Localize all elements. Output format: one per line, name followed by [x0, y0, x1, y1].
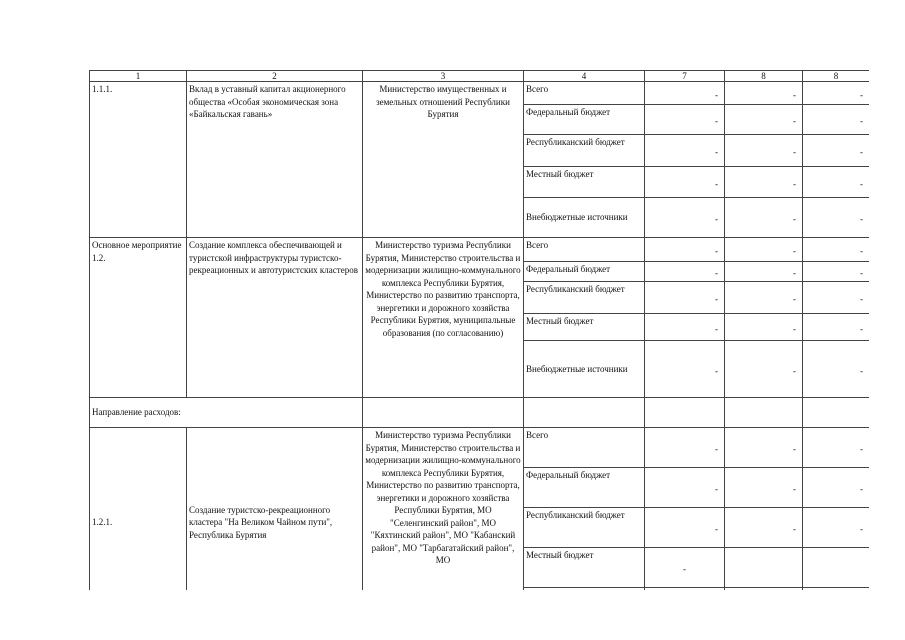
- table-row: [90, 428, 870, 468]
- empty-cell: [363, 398, 524, 428]
- value-cell: -: [803, 341, 870, 398]
- value-cell: -: [725, 468, 803, 508]
- header-row: [90, 71, 870, 82]
- source-label: Местный бюджет: [524, 548, 645, 588]
- value-cell: -: [803, 282, 870, 314]
- value-cell: -: [645, 508, 725, 548]
- value-cell: -: [803, 105, 870, 135]
- source-label: Федеральный бюджет: [524, 262, 645, 282]
- empty-cell: [524, 588, 645, 591]
- empty-cell: [803, 398, 870, 428]
- source-label: Всего: [524, 238, 645, 262]
- empty-cell: [803, 548, 870, 588]
- header-cell: 3: [363, 71, 524, 82]
- empty-cell: [725, 588, 803, 591]
- header-cell: 7: [645, 71, 725, 82]
- value-cell: -: [725, 508, 803, 548]
- source-label: Республиканский бюджет: [524, 282, 645, 314]
- item-code: Основное мероприятие 1.2.: [90, 238, 187, 398]
- source-label: Республиканский бюджет: [524, 508, 645, 548]
- source-label: Федеральный бюджет: [524, 468, 645, 508]
- value-cell: -: [645, 314, 725, 341]
- value-cell: -: [725, 167, 803, 198]
- value-cell: -: [725, 238, 803, 262]
- value-cell: -: [645, 468, 725, 508]
- direction-label: Направление расходов:: [90, 398, 363, 428]
- source-label: Местный бюджет: [524, 167, 645, 198]
- value-cell: -: [803, 468, 870, 508]
- value-cell: -: [645, 282, 725, 314]
- value-cell: -: [725, 282, 803, 314]
- value-cell: -: [725, 428, 803, 468]
- table-row: [90, 398, 870, 428]
- header-cell: 8: [725, 71, 803, 82]
- empty-cell: [645, 588, 725, 591]
- empty-cell: [524, 398, 645, 428]
- value-cell: -: [725, 198, 803, 238]
- value-cell: -: [725, 262, 803, 282]
- value-cell: -: [725, 105, 803, 135]
- item-executor: Министерство туризма Республики Бурятия, Министерство строительства и модернизации жилищно-коммунального комплекса Республики Бурятия, Министерство по развитию транспорта, энергетики и дорожного хозяйства Республики Бурятия, муниципальные образования (по согласованию): [363, 238, 524, 398]
- source-label: Внебюджетные источники: [524, 341, 645, 398]
- value-cell: -: [803, 167, 870, 198]
- value-cell: -: [725, 135, 803, 167]
- source-label: Внебюджетные источники: [524, 198, 645, 238]
- value-cell: -: [645, 262, 725, 282]
- value-cell: -: [645, 198, 725, 238]
- value-cell: -: [725, 314, 803, 341]
- table-row: [90, 82, 870, 105]
- item-executor: Министерство туризма Республики Бурятия, Министерство строительства и модернизации жилищно-коммунального комплекса Республики Бурятия, Министерство по развитию транспорта, энергетики и дорожного хозяйства Республики Бурятия, МО "Селенгинский район", МО "Кяхтинский район", МО "Кабанский район", МО "Тарбагатайский район", МО: [363, 428, 524, 591]
- value-cell: -: [803, 198, 870, 238]
- value-cell: -: [645, 428, 725, 468]
- item-code: 1.1.1.: [90, 82, 187, 238]
- value-cell: -: [803, 314, 870, 341]
- value-cell: -: [645, 341, 725, 398]
- empty-cell: [803, 588, 870, 591]
- item-name: Вклад в уставный капитал акционерного общества «Особая экономическая зона «Байкальская гавань»: [187, 82, 363, 238]
- value-cell: -: [645, 135, 725, 167]
- value-cell: -: [645, 82, 725, 105]
- value-cell: -: [803, 428, 870, 468]
- source-label: Федеральный бюджет: [524, 105, 645, 135]
- item-code: 1.2.1.: [90, 428, 187, 591]
- source-label: Местный бюджет: [524, 314, 645, 341]
- value-cell: -: [803, 135, 870, 167]
- empty-cell: [725, 398, 803, 428]
- empty-cell: [645, 398, 725, 428]
- value-cell: -: [803, 508, 870, 548]
- value-cell: -: [803, 82, 870, 105]
- empty-cell: [725, 548, 803, 588]
- value-cell: -: [803, 262, 870, 282]
- value-cell: -: [645, 548, 725, 588]
- budget-table: [89, 70, 869, 590]
- value-cell: -: [803, 238, 870, 262]
- source-label: Всего: [524, 82, 645, 105]
- value-cell: -: [645, 105, 725, 135]
- source-label: Всего: [524, 428, 645, 468]
- item-name: Создание туристско-рекреационного кластера "На Великом Чайном пути", Республика Бурятия: [187, 428, 363, 591]
- header-cell: 4: [524, 71, 645, 82]
- header-cell: 2: [187, 71, 363, 82]
- header-cell: 8: [803, 71, 870, 82]
- budget-table-page: [89, 70, 869, 590]
- value-cell: -: [645, 167, 725, 198]
- header-cell: 1: [90, 71, 187, 82]
- value-cell: -: [645, 238, 725, 262]
- item-executor: Министерство имущественных и земельных отношений Республики Бурятия: [363, 82, 524, 238]
- table-row: [90, 238, 870, 262]
- source-label: Республиканский бюджет: [524, 135, 645, 167]
- value-cell: -: [725, 341, 803, 398]
- value-cell: -: [725, 82, 803, 105]
- item-name: Создание комплекса обеспечивающей и туристской инфраструктуры туристско-рекреационных и автотуристских кластеров: [187, 238, 363, 398]
